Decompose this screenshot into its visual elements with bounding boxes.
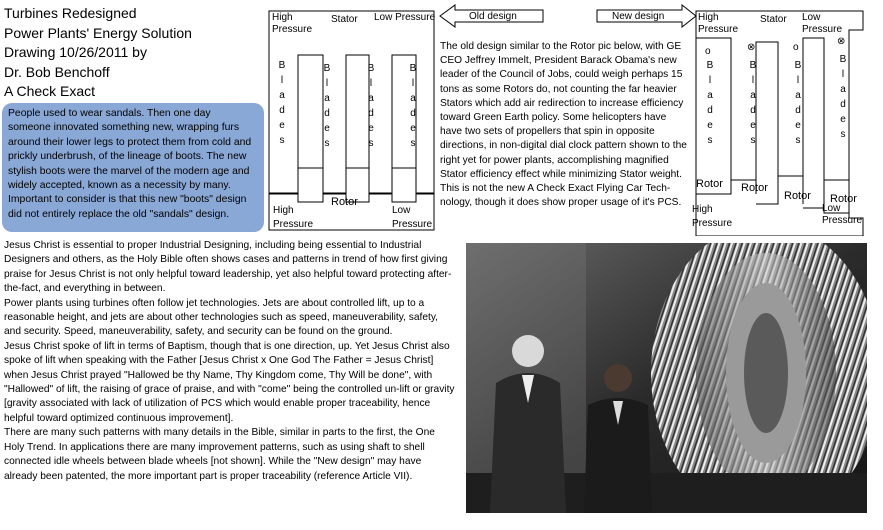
new-rotor-label-4: Rotor — [830, 193, 857, 205]
new-rotor-label-3: Rotor — [784, 190, 811, 202]
old-low-pressure-label: Low Pressure — [374, 12, 436, 23]
intro-callout-box: People used to wear sandals. Then one day someone innovated something new, wrapping furs around their lower legs to protect them from cold and prickly underbrush, of the lineage of boots. The new stylish boots were the marvel of the modern age and widely accepted, known as a necessity by many. Important to consider is that this new "boots" design did not entirely replace the old "sandals" design. — [2, 103, 264, 232]
old-high-pressure-label: High Pressure — [272, 12, 313, 35]
new-blades-4: B l a d e s — [839, 54, 847, 140]
new-high-pressure-bottom-label: High Pressure — [692, 204, 733, 229]
new-rotor-label-2: Rotor — [741, 182, 768, 194]
new-low-pressure-bottom-label: Low Pressure — [822, 203, 863, 226]
document-title: Turbines Redesigned Power Plants' Energy Solution Drawing 10/26/2011 by Dr. Bob Benchoff A Check Exact — [4, 5, 192, 99]
old-blades-1: B l a d e s — [278, 60, 286, 146]
new-stator-label: Stator — [760, 14, 787, 25]
turbine-rotor-photo — [466, 243, 867, 513]
design-explanation-paragraph: The old design similar to the Rotor pic below, with GE CEO Jeffrey Immelt, President Barack Obama's new leader of the Council of Jobs, could weigh perhaps 15 tons as some Rotors do, not counting the far heavier Stators which add air redirection to increase efficiency toward Green Earth policy. Some helicopters have have two sets of propellers that spin in opposite directions, in non-digital dial clock pattern shown to the right yet for power plants, accomplishing magnified Stator efficiency effect while minimizing Stator weight. This is not the new A Check Exact Flying Car Tech- nology, though it does show proper usage of it's PCS. — [440, 41, 687, 209]
new-circle-dot-icon-1: o — [705, 46, 711, 57]
new-rotor-label-1: Rotor — [696, 178, 723, 190]
new-circle-dot-icon-2: o — [793, 42, 799, 53]
old-design-arrow-label: Old design — [469, 11, 517, 22]
old-stator-label: Stator — [331, 14, 358, 25]
new-blades-2: B l a d e s — [749, 60, 757, 146]
old-high-pressure-bottom-label: High Pressure — [273, 205, 314, 230]
old-blades-2: B l a d e s — [323, 63, 331, 149]
old-rotor-label: Rotor — [331, 196, 358, 208]
new-blades-3: B l a d e s — [794, 60, 802, 146]
old-blades-4: B l a d e s — [409, 63, 417, 149]
old-blades-3: B l a d e s — [367, 63, 375, 149]
new-low-pressure-label: Low Pressure — [802, 12, 843, 35]
new-circle-x-icon-2: ⊗ — [837, 36, 846, 47]
body-text: Jesus Christ is essential to proper Industrial Designing, including being essential to Industrial Designers and others, as the Holy Bible often shows cases and patterns in trend of how first giving praise for Jesus Christ is not only helpful toward leadership, yet also helpful toward protecting after- the-fact, and everything in between. Power plants using turbines often follow jet technologies. Jets are about controlled lift, up to a reasonable height, and jets are about other technologies such as speed, maneuverability, safety, and security. Speed, maneuverability, safety, and security can be found on the ground. Jesus Christ spoke of lift in terms of Baptism, though that is one direction, up. Yet Jesus Christ also spoke of lift when speaking with the Father [Jesus Christ x One God The Father = Jesus Christ] when Jesus Christ prayed "Hallowed be thy Name, Thy Kingdom come, Thy Will be done", with "Hallowed" of lift, the raising of grace of praise, and with "come" being the controlled un-lift or gravity [gravity associated with lack of utilization of PCS which would enable proper traceability, hence helpful toward optimized continuous improvement]. There are many such patterns with many details in the Bible, similar in parts to the first, the One Holy Trend. In applications there are many improvement patterns, such as using shaft to shell connected idle wheels between blade wheels [not shown]. While the "New design" may have already been patented, the more important part is proper traceability (reference Article VII). — [4, 240, 455, 482]
old-low-pressure-bottom-label: Low Pressure — [392, 205, 433, 230]
new-circle-x-icon-1: ⊗ — [747, 42, 756, 53]
new-design-arrow-label: New design — [612, 11, 665, 22]
new-blades-1: B l a d e s — [706, 60, 714, 146]
new-high-pressure-label: High Pressure — [698, 12, 739, 35]
